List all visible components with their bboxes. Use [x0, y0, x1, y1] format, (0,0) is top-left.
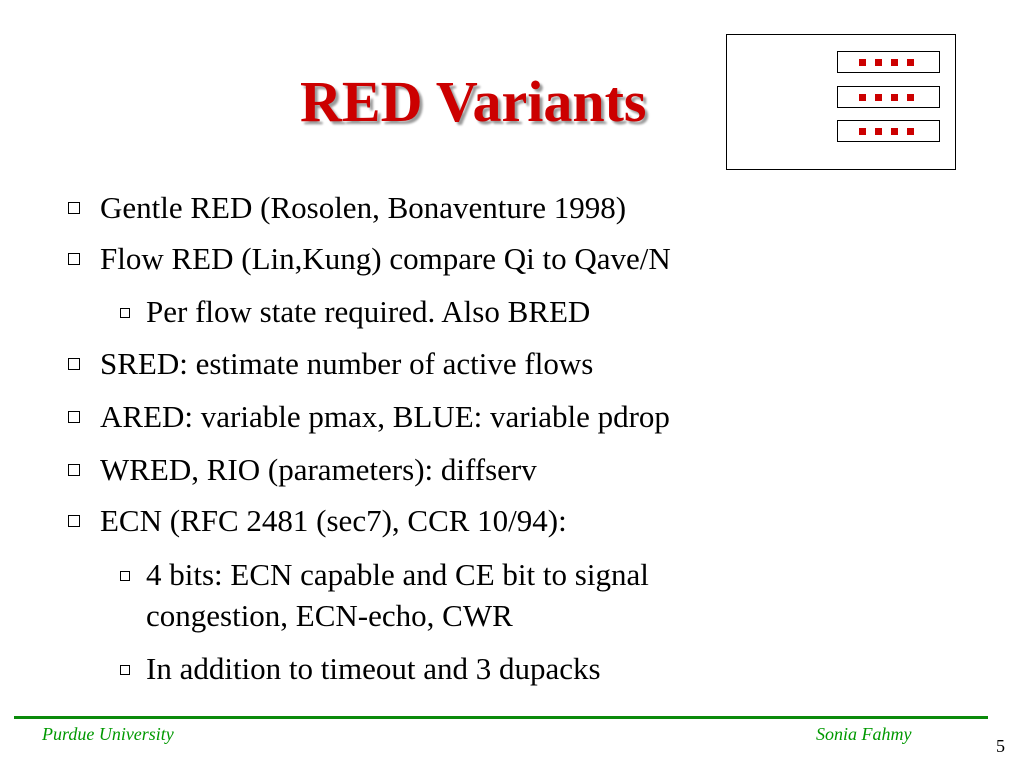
bullet-text: congestion, ECN-echo, CWR: [146, 598, 513, 633]
square-bullet-icon: [68, 464, 80, 476]
bullet-text: Flow RED (Lin,Kung) compare Qi to Qave/N: [100, 241, 671, 276]
bullet-text: 4 bits: ECN capable and CE bit to signal: [146, 557, 649, 592]
slide-title: RED Variants: [300, 69, 647, 134]
sub-bullet-item: [146, 650, 601, 688]
square-bullet-icon: [120, 665, 130, 675]
bullet-item: [100, 240, 671, 278]
square-bullet-icon: [68, 253, 80, 265]
bullet-text: In addition to timeout and 3 dupacks: [146, 651, 601, 686]
bullet-text: ARED: variable pmax, BLUE: variable pdrop: [100, 399, 670, 434]
bullet-text: WRED, RIO (parameters): diffserv: [100, 452, 537, 487]
square-bullet-icon: [120, 308, 130, 318]
square-bullet-icon: [68, 202, 80, 214]
page-number: 5: [996, 736, 1005, 756]
bullet-text: SRED: estimate number of active flows: [100, 346, 594, 381]
router-rack-icon: [726, 34, 956, 170]
bullet-item: [100, 502, 567, 540]
bullet-text: Gentle RED (Rosolen, Bonaventure 1998): [100, 190, 627, 225]
footer-left: Purdue University: [42, 724, 174, 744]
square-bullet-icon: [68, 515, 80, 527]
bullet-item: [100, 189, 626, 227]
rack-unit-icon: [837, 86, 940, 108]
rack-unit-icon: [837, 51, 940, 73]
footer-rule: [14, 716, 988, 719]
bullet-item: [100, 345, 593, 383]
rack-unit-icon: [837, 120, 940, 142]
bullet-text: Per flow state required. Also BRED: [146, 294, 591, 329]
square-bullet-icon: [120, 571, 130, 581]
sub-bullet-item: [146, 293, 590, 331]
sub-bullet-item: [146, 556, 649, 594]
bullet-item: [100, 451, 537, 489]
bullet-text: ECN (RFC 2481 (sec7), CCR 10/94):: [100, 503, 567, 538]
bullet-item: [100, 398, 670, 436]
square-bullet-icon: [68, 358, 80, 370]
sub-bullet-continuation: [146, 597, 513, 635]
square-bullet-icon: [68, 411, 80, 423]
footer-right: Sonia Fahmy: [816, 724, 912, 744]
